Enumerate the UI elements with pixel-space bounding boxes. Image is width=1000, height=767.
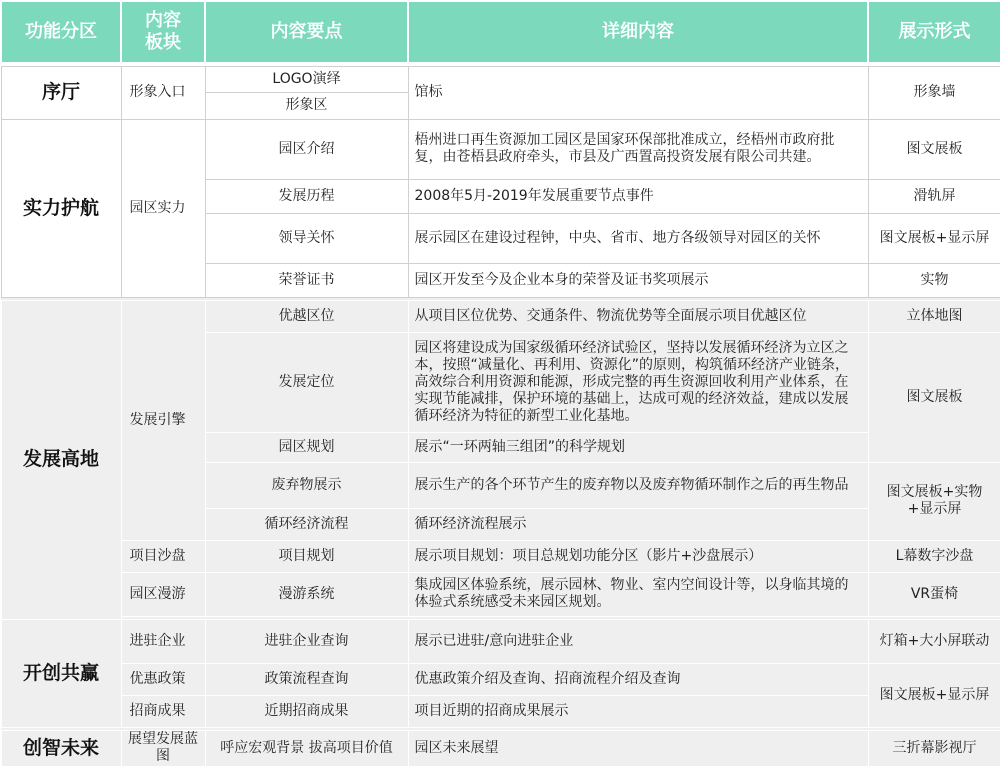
point-cell: 进驻企业查询: [205, 619, 408, 663]
point-cell: 发展历程: [205, 179, 408, 213]
block-cell: 发展引擎: [121, 300, 205, 540]
form-cell: 三折幕影视厅: [868, 730, 1000, 766]
block-cell: 园区漫游: [121, 572, 205, 616]
form-cell: 图文展板+显示屏: [868, 663, 1000, 727]
form-cell: 灯箱+大小屏联动: [868, 619, 1000, 663]
form-cell: 形象墙: [868, 66, 1000, 119]
detail-cell: 展示项目规划：项目总规划功能分区（影片+沙盘展示）: [408, 540, 868, 572]
point-cell: 园区规划: [205, 432, 408, 462]
table-row: [1, 730, 1000, 766]
block-cell: 形象入口: [121, 66, 205, 119]
point-cell: LOGO演绎: [205, 66, 408, 92]
point-cell: 荣誉证书: [205, 263, 408, 297]
table-row: [1, 572, 1000, 616]
point-cell: 形象区: [205, 92, 408, 119]
block-cell: 展望发展蓝图: [121, 730, 205, 766]
detail-cell: 园区未来展望: [408, 730, 868, 766]
detail-cell: 2008年5月-2019年发展重要节点事件: [408, 179, 868, 213]
table-row: [1, 300, 1000, 332]
block-cell: 进驻企业: [121, 619, 205, 663]
table-row: [1, 663, 1000, 695]
point-cell: 呼应宏观背景 拔高项目价值: [205, 730, 408, 766]
block-cell: 招商成果: [121, 695, 205, 727]
point-cell: 项目规划: [205, 540, 408, 572]
form-cell: 滑轨屏: [868, 179, 1000, 213]
detail-cell: 展示“一环两轴三组团”的科学规划: [408, 432, 868, 462]
header-zone: 功能分区: [1, 1, 121, 63]
table-row: [1, 695, 1000, 727]
header-block: [121, 1, 205, 63]
detail-cell: 园区开发至今及企业本身的荣誉及证书奖项展示: [408, 263, 868, 297]
form-cell: VR蛋椅: [868, 572, 1000, 616]
table-row: [1, 540, 1000, 572]
point-cell: 循环经济流程: [205, 508, 408, 540]
detail-cell: 园区将建设成为国家级循环经济试验区，坚持以发展循环经济为立区之本，按照“减量化、再利用、资源化”的原则，构筑循环经济产业链条，高效综合利用资源和能源，形成完整的再生资源回收利用产业体系，在实现节能减排，保护环境的基础上，达成可观的经济效益，建成以发展循环经济为特征的新型工业化基地。: [408, 332, 868, 432]
form-cell: 图文展板: [868, 119, 1000, 179]
detail-cell: 项目近期的招商成果展示: [408, 695, 868, 727]
detail-cell: 集成园区体验系统，展示园林、物业、室内空间设计等，以身临其境的体验式系统感受未来园区规划。: [408, 572, 868, 616]
detail-cell: 展示已进驻/意向进驻企业: [408, 619, 868, 663]
point-cell: 优越区位: [205, 300, 408, 332]
point-cell: 政策流程查询: [205, 663, 408, 695]
header-row: [1, 1, 1000, 63]
block-cell: 园区实力: [121, 119, 205, 297]
table-row: [1, 66, 1000, 92]
zone-cell: 开创共赢: [1, 619, 121, 727]
form-cell: 实物: [868, 263, 1000, 297]
detail-cell: 从项目区位优势、交通条件、物流优势等全面展示项目优越区位: [408, 300, 868, 332]
point-cell: 近期招商成果: [205, 695, 408, 727]
detail-cell: 梧州进口再生资源加工园区是国家环保部批准成立，经梧州市政府批复，由苍梧县政府牵头，市县及广西置高投资发展有限公司共建。: [408, 119, 868, 179]
form-cell: 图文展板+实物+显示屏: [868, 462, 1000, 540]
zone-cell: 创智未来: [1, 730, 121, 766]
point-cell: 废弃物展示: [205, 462, 408, 508]
zone-cell: 序厅: [1, 66, 121, 119]
point-cell: 园区介绍: [205, 119, 408, 179]
table-row: [1, 119, 1000, 179]
detail-cell: 优惠政策介绍及查询、招商流程介绍及查询: [408, 663, 868, 695]
form-cell: 图文展板+显示屏: [868, 213, 1000, 263]
detail-cell: 展示园区在建设过程钟，中央、省市、地方各级领导对园区的关怀: [408, 213, 868, 263]
header-form: 展示形式: [868, 1, 1000, 63]
point-cell: 领导关怀: [205, 213, 408, 263]
block-cell: 项目沙盘: [121, 540, 205, 572]
form-cell: L幕数字沙盘: [868, 540, 1000, 572]
zone-cell: 发展高地: [1, 300, 121, 619]
header-detail: 详细内容: [408, 1, 868, 63]
form-cell: 图文展板: [868, 332, 1000, 462]
point-cell: 发展定位: [205, 332, 408, 432]
detail-cell: 循环经济流程展示: [408, 508, 868, 540]
point-cell: 漫游系统: [205, 572, 408, 616]
header-point: 内容要点: [205, 1, 408, 63]
form-cell: 立体地图: [868, 300, 1000, 332]
table-row: [1, 619, 1000, 663]
detail-cell: 馆标: [408, 66, 868, 119]
detail-cell: 展示生产的各个环节产生的废弃物以及废弃物循环制作之后的再生物品: [408, 462, 868, 508]
header-block-line1: 内容: [145, 10, 181, 31]
block-cell: 优惠政策: [121, 663, 205, 695]
header-block-line2: 板块: [145, 32, 181, 53]
zone-cell: 实力护航: [1, 119, 121, 297]
